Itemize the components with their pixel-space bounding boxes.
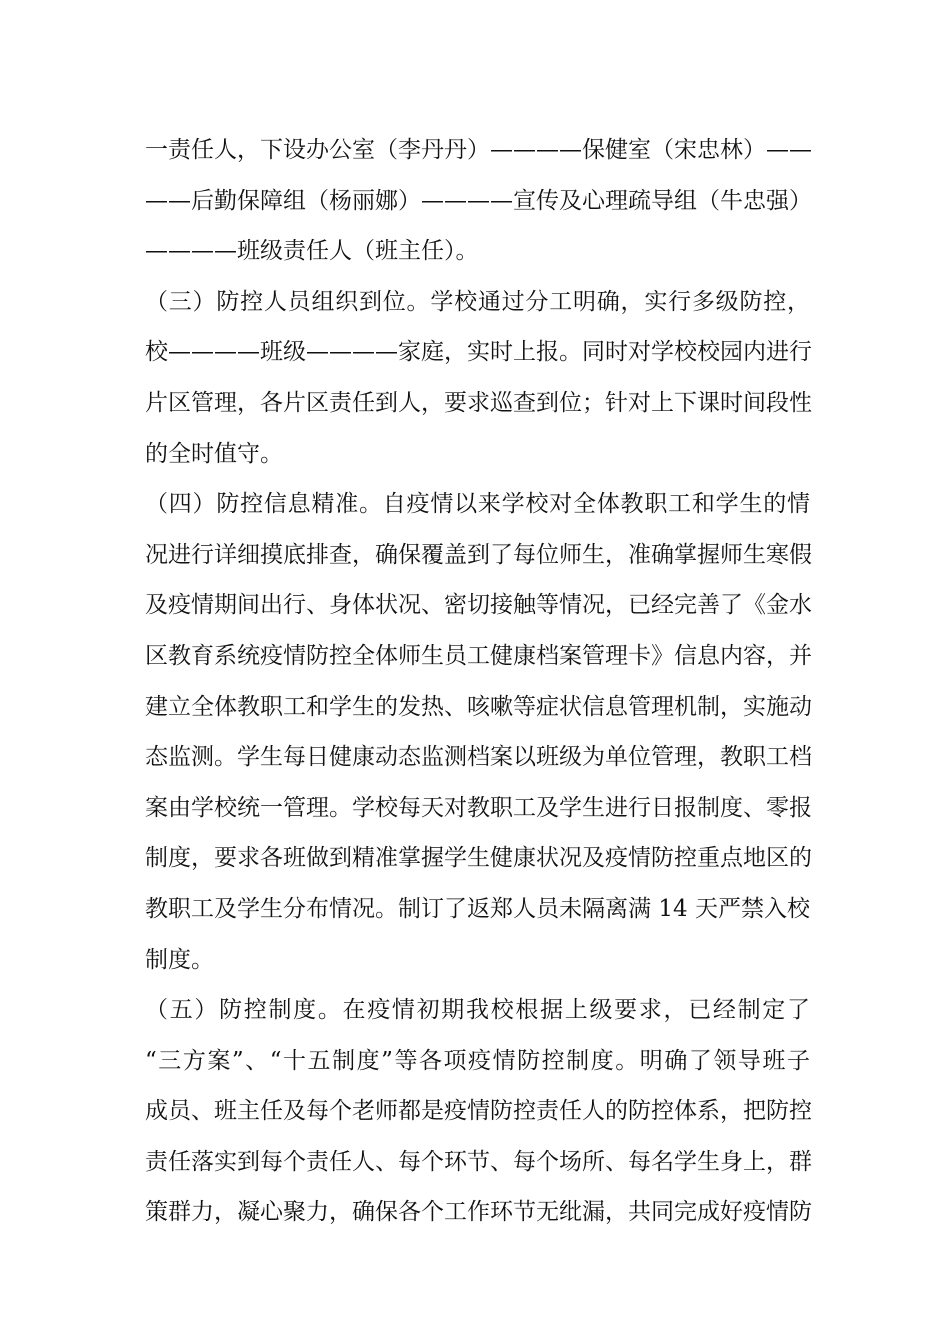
text-line: 成员、班主任及每个老师都是疫情防控责任人的防控体系，把防控 — [145, 1098, 812, 1125]
text-line: 建立全体教职工和学生的发热、咳嗽等症状信息管理机制，实施动 — [145, 693, 812, 720]
text-line: 制度。 — [145, 946, 214, 973]
text-line: 及疫情期间出行、身体状况、密切接触等情况，已经完善了《金水 — [145, 592, 812, 619]
text-line: 片区管理，各片区责任到人，要求巡查到位；针对上下课时间段性 — [145, 389, 812, 416]
text-line: ————班级责任人（班主任）。 — [145, 238, 479, 265]
text-line: 的全时值守。 — [145, 440, 283, 467]
paragraph-section-4 — [145, 479, 810, 985]
text-line: 教职工及学生分布情况。制订了返郑人员未隔离满 14 天严禁入校 — [145, 895, 810, 922]
text-line: 区教育系统疫情防控全体师生员工健康档案管理卡》信息内容，并 — [145, 642, 812, 669]
text-line: “三方案”、“十五制度”等各项疫情防控制度。明确了领导班子 — [145, 1047, 810, 1074]
text-line: 制度，要求各班做到精准掌握学生健康状况及疫情防控重点地区的 — [145, 845, 812, 872]
text-line: （三）防控人员组织到位。学校通过分工明确，实行多级防控， — [145, 288, 810, 315]
text-line: 责任落实到每个责任人、每个环节、每个场所、每名学生身上，群 — [145, 1148, 812, 1175]
text-line: 态监测。学生每日健康动态监测档案以班级为单位管理，教职工档 — [145, 744, 812, 771]
text-line: 校————班级————家庭，实时上报。同时对学校校园内进行 — [145, 339, 812, 366]
text-line: （四）防控信息精准。自疫情以来学校对全体教职工和学生的情 — [145, 491, 810, 518]
text-line: ——后勤保障组（杨丽娜）————宣传及心理疏导组（牛忠强） — [145, 187, 812, 214]
text-line: （五）防控制度。在疫情初期我校根据上级要求，已经制定了 — [145, 997, 810, 1024]
text-line: 况进行详细摸底排查，确保覆盖到了每位师生，准确掌握师生寒假 — [145, 541, 812, 568]
document-body — [145, 125, 810, 1238]
text-line: 策群力，凝心聚力，确保各个工作环节无纰漏，共同完成好疫情防 — [145, 1199, 812, 1226]
paragraph-responsibility-chain — [145, 125, 810, 277]
paragraph-section-3 — [145, 277, 810, 479]
paragraph-section-5 — [145, 985, 810, 1238]
text-line: 一责任人，下设办公室（李丹丹）————保健室（宋忠林）—— — [145, 137, 812, 163]
text-line: 案由学校统一管理。学校每天对教职工及学生进行日报制度、零报 — [145, 794, 812, 821]
